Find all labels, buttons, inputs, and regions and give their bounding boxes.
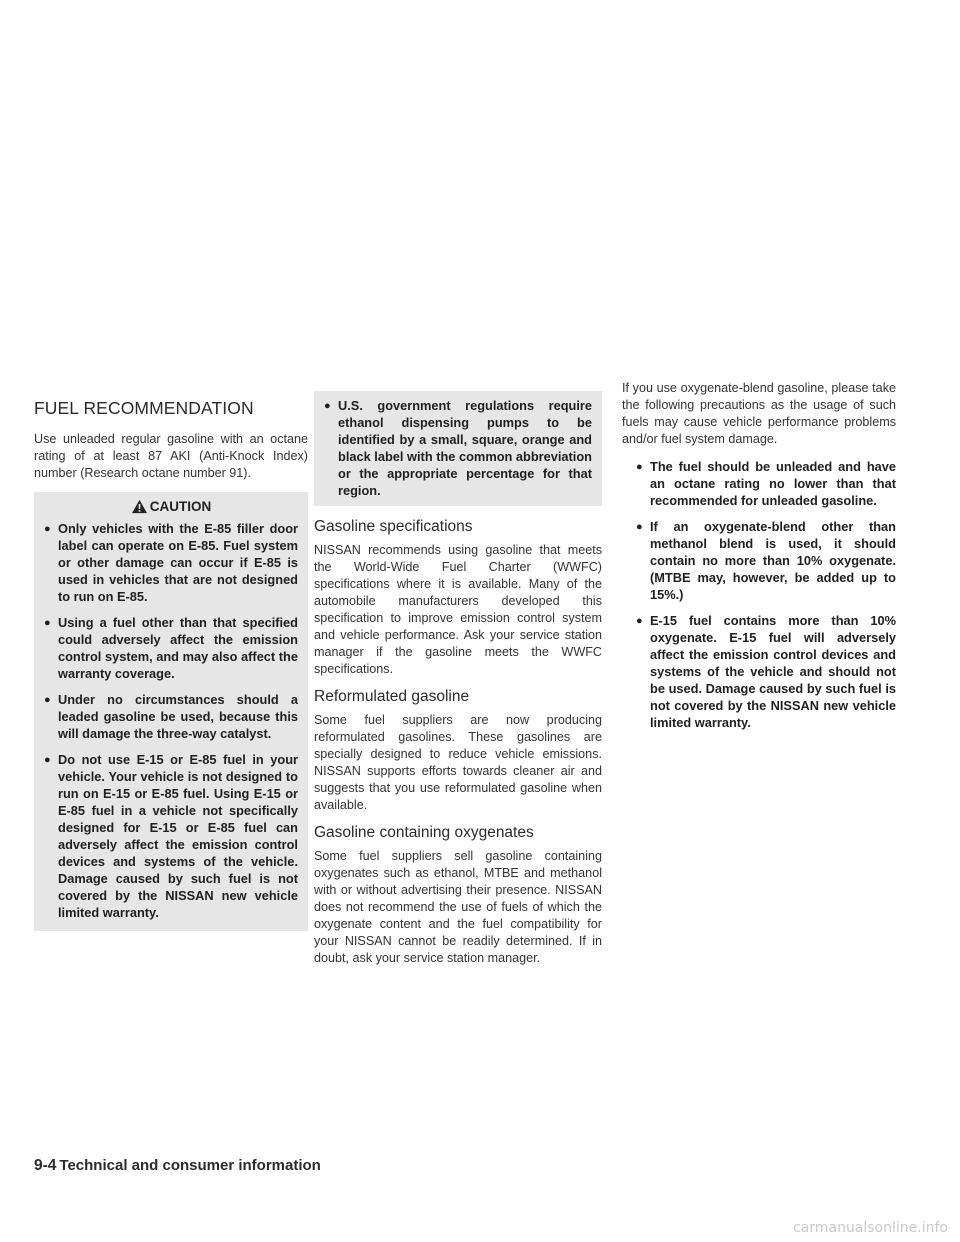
- warning-triangle-icon: [131, 499, 148, 514]
- oxygenate-item: ● If an oxygenate-blend other than methanol blend is used, it should contain no more than 10% oxygenate. (MTBE may, however, be added up to 15%.): [636, 519, 896, 602]
- oxygenate-item: ● E-15 fuel contains more than 10% oxygenate. E-15 fuel will adversely affect the emission control devices and systems of the vehicle and should not be used. Damage caused by such fuel is not covered by the NISSAN new vehicle limited warranty.: [636, 613, 896, 730]
- caution-box-continued: [314, 391, 602, 506]
- page-number: 9-4: [34, 1157, 57, 1174]
- oxygenates-paragraph-2: If you use oxygenate-blend gasoline, please take the following precautions as the usage of such fuels may cause vehicle performance problems and/or fuel system damage.: [622, 381, 896, 446]
- column-2: [314, 391, 602, 965]
- page-footer: [34, 1157, 321, 1175]
- watermark: carmanualsonline.info: [793, 1220, 948, 1236]
- caution-header: [44, 496, 298, 517]
- oxygenate-item: ● The fuel should be unleaded and have an octane rating no lower than that recommended for unleaded gasoline.: [636, 459, 896, 508]
- caution-item: ● Using a fuel other than that specified could adversely affect the emission control system, and may also affect the warranty coverage.: [44, 615, 298, 681]
- oxygenates-list: [622, 458, 896, 731]
- gasoline-specs-heading: Gasoline specifications: [314, 518, 473, 535]
- footer-section-title: Technical and consumer information: [59, 1157, 321, 1174]
- caution-item: ● Do not use E-15 or E-85 fuel in your vehicle. Your vehicle is not designed to run on E-15 or E-85 fuel. Using E-15 or E-85 fuel in a vehicle not specifically designed for E-15 or E-85 fuel can adversely affect the emission control devices and systems of the vehicle. Damage caused by such fuel is not covered by the NISSAN new vehicle limited warranty.: [44, 752, 298, 920]
- oxygenates-paragraph: Some fuel suppliers sell gasoline containing oxygenates such as ethanol, MTBE and methanol with or without advertising their presence. NISSAN does not recommend the use of fuels of which the oxygenate content and the fuel compatibility for your NISSAN cannot be readily determined. If in doubt, ask your service station manager.: [314, 849, 602, 965]
- oxygenates-heading: Gasoline containing oxygenates: [314, 824, 534, 841]
- reformulated-heading: Reformulated gasoline: [314, 688, 470, 705]
- caution-item: ● Only vehicles with the E-85 filler door label can operate on E-85. Fuel system or other damage can occur if E-85 is used in vehicles that are not designed to run on E-85.: [44, 521, 298, 604]
- reformulated-paragraph: Some fuel suppliers are now producing reformulated gasolines. These gasolines are specially designed to reduce vehicle emissions. NISSAN supports efforts towards cleaner air and suggests that you use reformulated gasoline when available.: [314, 713, 602, 812]
- intro-paragraph: Use unleaded regular gasoline with an octane rating of at least 87 AKI (Anti-Knock Index) number (Research octane number 91).: [34, 432, 308, 480]
- column-3: [622, 380, 896, 740]
- caution-item: ● Under no circumstances should a leaded gasoline be used, because this will damage the three-way catalyst.: [44, 692, 298, 741]
- caution-label: CAUTION: [149, 499, 212, 514]
- caution-box: [34, 492, 308, 931]
- column-1: [34, 431, 308, 931]
- section-title: FUEL RECOMMENDATION: [34, 398, 254, 418]
- caution-item: ● U.S. government regulations require ethanol dispensing pumps to be identified by a small, square, orange and black label with the common abbreviation or the appropriate percentage for that region.: [324, 398, 592, 498]
- gasoline-specs-paragraph: NISSAN recommends using gasoline that meets the World-Wide Fuel Charter (WWFC) specifications where it is available. Many of the automobile manufacturers developed this specification to improve emission control system and vehicle performance. Ask your service station manager if the gasoline meets the WWFC specifications.: [314, 543, 602, 676]
